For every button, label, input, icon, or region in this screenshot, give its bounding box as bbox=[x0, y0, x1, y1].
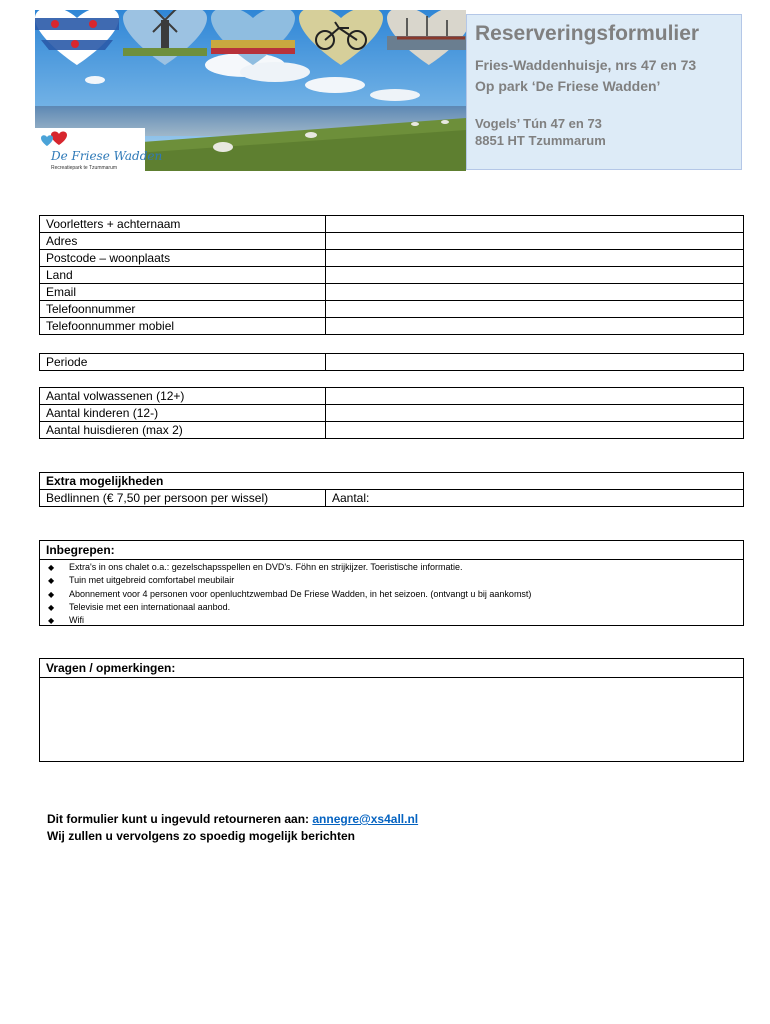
pets-field[interactable] bbox=[326, 422, 744, 439]
list-item bbox=[48, 588, 743, 601]
field-label: Voorletters + achternaam bbox=[40, 216, 326, 233]
list-item-text: Televisie met een internationaal aanbod. bbox=[69, 601, 231, 612]
included-heading: Inbegrepen: bbox=[40, 541, 743, 560]
header-address-street: Vogels’ Tún 47 en 73 bbox=[475, 116, 602, 131]
diamond-bullet-icon: ◆ bbox=[48, 589, 55, 599]
included-list bbox=[40, 560, 743, 630]
list-item bbox=[48, 574, 743, 587]
diamond-bullet-icon: ◆ bbox=[48, 563, 55, 572]
guests-table bbox=[39, 387, 744, 439]
country-field[interactable] bbox=[326, 267, 744, 284]
table-row bbox=[40, 216, 744, 233]
field-label: Telefoonnummer mobiel bbox=[40, 318, 326, 335]
table-row bbox=[40, 233, 744, 250]
questions-box bbox=[39, 658, 744, 762]
bed-linen-quantity-field[interactable]: Aantal: bbox=[326, 490, 744, 507]
field-label: Adres bbox=[40, 233, 326, 250]
period-field[interactable] bbox=[326, 354, 744, 371]
diamond-bullet-icon: ◆ bbox=[48, 602, 55, 612]
postcode-city-field[interactable] bbox=[326, 250, 744, 267]
table-row bbox=[40, 318, 744, 335]
list-item bbox=[48, 614, 743, 627]
phone-field[interactable] bbox=[326, 301, 744, 318]
table-row bbox=[40, 473, 744, 490]
list-item-text: Tuin met uitgebreid comfortabel meubilair bbox=[69, 575, 235, 586]
footer-line-return bbox=[47, 811, 418, 828]
diamond-bullet-icon: ◆ bbox=[48, 576, 55, 586]
period-table bbox=[39, 353, 744, 371]
page-title: Reserveringsformulier bbox=[475, 22, 700, 45]
table-row bbox=[40, 267, 744, 284]
field-label: Aantal huisdieren (max 2) bbox=[40, 422, 326, 439]
footer-text bbox=[47, 811, 418, 845]
logo-text: De Friese Wadden bbox=[51, 149, 163, 163]
table-row bbox=[40, 490, 744, 507]
questions-textarea[interactable] bbox=[40, 678, 743, 762]
adults-field[interactable] bbox=[326, 388, 744, 405]
diamond-bullet-icon: ◆ bbox=[48, 616, 55, 626]
list-item bbox=[48, 561, 743, 574]
header-line-park: Op park ‘De Friese Wadden’ bbox=[475, 78, 661, 94]
table-row bbox=[40, 388, 744, 405]
list-item-text: Wifi bbox=[69, 615, 84, 626]
footer-return-text: Dit formulier kunt u ingevuld retourneren aan: bbox=[47, 812, 313, 826]
children-field[interactable] bbox=[326, 405, 744, 422]
field-label: Telefoonnummer bbox=[40, 301, 326, 318]
field-label: Bedlinnen (€ 7,50 per persoon per wissel) bbox=[40, 490, 326, 507]
email-field[interactable] bbox=[326, 284, 744, 301]
field-label: Periode bbox=[40, 354, 326, 371]
table-row bbox=[40, 284, 744, 301]
personal-details-table bbox=[39, 215, 744, 335]
field-label: Land bbox=[40, 267, 326, 284]
mobile-phone-field[interactable] bbox=[326, 318, 744, 335]
header-info-box bbox=[466, 14, 742, 170]
table-row bbox=[40, 405, 744, 422]
field-label: Email bbox=[40, 284, 326, 301]
email-link[interactable]: annegre@xs4all.nl bbox=[312, 812, 419, 826]
header-banner-image bbox=[35, 10, 466, 171]
table-row bbox=[40, 422, 744, 439]
list-item-text: Abonnement voor 4 personen voor openluchtzwembad De Friese Wadden, in het seizoen. (ontvangt u bij aankomst) bbox=[69, 588, 532, 599]
questions-heading: Vragen / opmerkingen: bbox=[40, 659, 743, 678]
table-row bbox=[40, 250, 744, 267]
header-address-city: 8851 HT Tzummarum bbox=[475, 133, 606, 148]
name-field[interactable] bbox=[326, 216, 744, 233]
extras-heading: Extra mogelijkheden bbox=[40, 473, 744, 490]
address-field[interactable] bbox=[326, 233, 744, 250]
field-label: Aantal volwassenen (12+) bbox=[40, 388, 326, 405]
field-label: Aantal kinderen (12-) bbox=[40, 405, 326, 422]
extras-table bbox=[39, 472, 744, 507]
list-item-text: Extra's in ons chalet o.a.: gezelschapsspellen en DVD's. Föhn en strijkijzer. Toeristische informatie. bbox=[69, 562, 463, 572]
field-label: Postcode – woonplaats bbox=[40, 250, 326, 267]
table-row bbox=[40, 354, 744, 371]
list-item bbox=[48, 601, 743, 614]
header-line-houses: Fries-Waddenhuisje, nrs 47 en 73 bbox=[475, 57, 697, 73]
logo-subtext: Recreatiepark te Tzummarum bbox=[51, 165, 118, 171]
footer-line-reply: Wij zullen u vervolgens zo spoedig mogelijk berichten bbox=[47, 829, 355, 843]
table-row bbox=[40, 301, 744, 318]
included-box bbox=[39, 540, 744, 626]
